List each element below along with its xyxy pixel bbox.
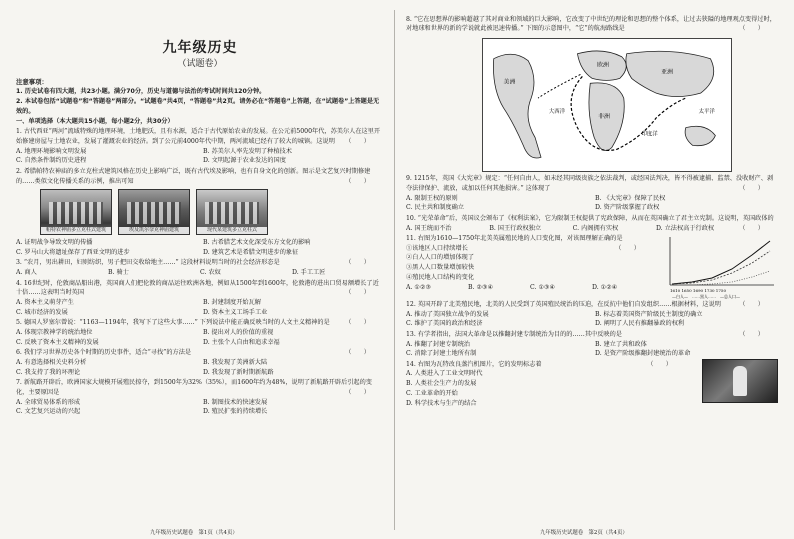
question-11-text: 11. 右图为1610—1750年北美英属殖民地的人口变化图，对该图理解正确的是 — [406, 234, 623, 242]
question-7-options — [16, 398, 384, 418]
question-6-options — [16, 358, 384, 378]
option[interactable]: A. 推动了美国独立战争的发展 — [406, 310, 489, 318]
option[interactable]: C. 罗马山大将遗址保存了西亚文明的进步 — [16, 249, 130, 257]
question-11-options — [406, 283, 654, 293]
answer-paren: （ ） — [615, 244, 640, 252]
option[interactable]: C. 农奴 — [200, 269, 221, 277]
option[interactable]: D. 建筑艺术是希腊文明进步的象征 — [203, 249, 299, 257]
question-11-block — [406, 233, 778, 299]
option[interactable]: B. 苏美尔人率先发明了种植技术 — [203, 147, 292, 155]
question-1-text: 1. 古代西亚“两河”流域特殊的地理环境，土地肥沃，且有水源，适合于古代原始农业的发展。在公元前5000年代，苏美尔人在这里开始修建房屋与土地农业，发展了灌溉农业的经济。到了公元前4000年代中期，两河流域已经有了较大的城镇。这说明 — [16, 128, 381, 145]
option[interactable]: B. 古希腊艺术文化深受东方文化的影响 — [203, 239, 311, 247]
option[interactable]: C. ①③④ — [530, 283, 556, 291]
option[interactable]: D. 立法权高于行政权 — [655, 224, 715, 232]
question-5 — [16, 318, 384, 328]
option[interactable]: B. 《大宪章》保障了民权 — [595, 194, 666, 202]
q11-statement: ②白人人口的增加体现了 — [406, 254, 475, 262]
question-1-options — [16, 147, 384, 167]
option[interactable]: A. 地理环境影响文明发展 — [16, 147, 87, 155]
option[interactable]: C. 内阁拥有实权 — [572, 224, 619, 232]
question-12-text: 12. 英国开辟了北美殖民地，北美的人民受到了英国殖民统治的压迫，在反抗中他们自发组织……根据材料，这说明 — [406, 300, 721, 308]
option[interactable]: A. 人类进入了工业文明时代 — [406, 370, 483, 378]
option[interactable]: A. 资本主义萌芽产生 — [16, 299, 74, 307]
answer-paren: （ ） — [345, 177, 370, 185]
option[interactable]: B. 我发现了美洲新大陆 — [203, 358, 268, 366]
question-8-text: 8. “它在思想界的影响超越了其对商业和领域的巨大影响，它改变了中世纪的理论和思想的整个体系，让过去狭隘的地理观点变得过时，对地球和世界的新的学说就此被迅速传播。” 下图的示意图中，“它”的航海路线是 — [406, 15, 776, 33]
photo-caption: 现代某建筑多立克柱式 — [197, 227, 267, 234]
question-2-options — [16, 238, 384, 258]
option[interactable]: A. 推翻了封建专制统治 — [406, 340, 471, 348]
map-label: 太平洋 — [698, 108, 715, 115]
option[interactable]: C. 自然条件制约历史进程 — [16, 157, 87, 165]
question-2-photos — [40, 189, 384, 235]
answer-paren: （ ） — [647, 360, 672, 368]
question-9-options — [406, 194, 778, 214]
answer-paren: （ ） — [345, 319, 370, 327]
question-6 — [16, 348, 384, 358]
option[interactable]: B. 人类社会生产力的发展 — [406, 380, 477, 388]
option[interactable]: B. 建立了共和政体 — [595, 340, 647, 348]
question-12-options — [406, 310, 778, 330]
temple-photo — [40, 189, 112, 235]
page-footer-right: 九年级历史试题卷 第2页（共4页） — [540, 530, 628, 536]
answer-paren: （ ） — [345, 349, 370, 357]
population-chart — [662, 233, 778, 299]
page-footer-left: 九年级历史试题卷 第1页（共4页） — [150, 530, 238, 536]
question-7 — [16, 378, 384, 398]
answer-paren: （ ） — [739, 25, 764, 33]
question-3-text: 3. “农月，男出耕田，妇则纺织，男子把田交收给地主……” 这段材料说明当时的社会经济形态是 — [16, 259, 280, 267]
map-label: 大西洋 — [548, 108, 566, 115]
answer-paren: （ ） — [345, 137, 370, 145]
answer-paren: （ ） — [739, 224, 764, 232]
world-map-svg — [483, 39, 731, 171]
question-4-options — [16, 298, 384, 318]
option[interactable]: D. ①②④ — [592, 283, 618, 291]
option[interactable]: A. 体现宗教神学的统治地位 — [16, 329, 93, 337]
question-10-options — [406, 224, 739, 234]
option[interactable]: C. 城市经济的发展 — [16, 308, 68, 316]
map-label: 亚洲 — [661, 69, 674, 76]
notice-title: 注意事项： — [16, 77, 48, 86]
notice-2: 2. 本试卷包括“试题卷”和“答题卷”两部分。“试题卷”共4页，“答题卷”共2页。请务必在“答题卷”上答题，在“试题卷”上答题是无效的。 — [16, 98, 380, 115]
question-3 — [16, 258, 384, 268]
photo-caption: 帕特农神庙多立克柱式建筑 — [41, 227, 111, 234]
answer-paren: （ ） — [345, 259, 370, 267]
option[interactable]: D. 文明起源于农业发达的国度 — [203, 157, 286, 165]
question-12 — [406, 300, 778, 310]
steam-engine-photo — [702, 359, 778, 403]
chart-years: 1610 1650 1690 1730 1750 — [670, 288, 726, 294]
question-2-text: 2. 希腊帕特农神庙的多立克柱式建筑风格在历史上影响广泛，既有古代埃及影响，也有自身文化的创新。图示是文艺复兴时期修建的……类似文化传播关系的示例，推出可知 — [16, 167, 371, 185]
option[interactable]: B. 标志着美国资产阶级民主制度的确立 — [595, 310, 703, 318]
column-divider — [394, 10, 395, 530]
question-13 — [406, 330, 778, 340]
question-4 — [16, 279, 384, 299]
option[interactable]: A. 国王统而不治 — [406, 224, 452, 232]
answer-paren: （ ） — [739, 330, 764, 338]
answer-paren: （ ） — [345, 289, 370, 297]
map-label: 非洲 — [598, 113, 610, 120]
option[interactable]: C. 反映了资本主义精神的发展 — [16, 338, 99, 346]
world-map — [482, 38, 732, 172]
option[interactable]: D. 资产阶级掌握了政权 — [595, 204, 660, 212]
map-label: 欧洲 — [597, 62, 609, 69]
option[interactable]: A. 证明战争导致文明的传播 — [16, 239, 93, 247]
question-1 — [16, 127, 384, 147]
question-8 — [406, 15, 778, 35]
temple-photo — [196, 189, 268, 235]
option[interactable]: A. 有意选择相关史料分析 — [16, 358, 87, 366]
q11-statement: ①该地区人口持续增长 — [406, 244, 468, 252]
question-14-text: 14. 右图为瓦特改良蒸汽机图片，它的发明标志着 — [406, 360, 542, 368]
question-7-text: 7. 新航路开辟后，欧洲国家大规模开展殖民掠夺，到1500年为32%（35%），而1600年约为48%，说明了新航路开辟后引起的变化，主要原因是 — [16, 379, 372, 396]
option[interactable]: C. 工业革命的开始 — [406, 390, 458, 398]
option[interactable]: B. 制图技术的快速发展 — [203, 398, 268, 406]
question-5-text: 5. 德国人罗塞尔曾说：“1163—1194年，我写下了这些大事……” 下列说法中能正确反映当时的人文主义精神的是 — [16, 319, 330, 327]
question-13-text: 13. 有学者指出，法国大革命是以推翻封建专制统治为目的的……其中反映的是 — [406, 330, 622, 338]
chart-legend: —白人— ……黑人…… —总人口— — [672, 294, 740, 300]
question-14-block — [406, 359, 778, 408]
option[interactable]: C. 维护了美国的政治和经济 — [406, 320, 483, 328]
option[interactable]: D. 是资产阶级推翻封建统治的革命 — [595, 350, 691, 358]
option[interactable]: D. 阐明了人民有推翻暴政的权利 — [595, 320, 685, 328]
question-3-options — [16, 268, 384, 278]
left-column — [16, 14, 384, 417]
option[interactable]: C. 民主共和制度确立 — [406, 204, 464, 212]
page-subtitle: （试题卷） — [177, 58, 223, 69]
photo-caption: 埃及凯尔奈克神庙建筑 — [119, 227, 189, 234]
question-10-text: 10. “光荣革命”后，英国议会颁布了《权利法案》，它为限制王权提供了宪政保障，从而在英国确立了君主立宪制。这说明，英国政体的 — [406, 214, 774, 222]
option[interactable]: C. 消除了封建土地所有制 — [406, 350, 477, 358]
map-label: 美洲 — [503, 79, 516, 86]
temple-photo — [118, 189, 190, 235]
answer-paren: （ ） — [345, 388, 370, 396]
map-label: 印度洋 — [641, 131, 658, 138]
option[interactable]: D. 我发现了新时期新航路 — [203, 368, 274, 376]
question-4-text: 4. 16世纪时，伦敦商品船出港，英国商人们把伦敦的商品运往欧洲各地，例如从1500年到1600年，伦敦港的进出口贸易额增长了近十倍……这表明当时英国 — [16, 279, 379, 297]
option[interactable]: A. 限制王权的原则 — [406, 194, 458, 202]
option[interactable]: D. 手工工匠 — [292, 269, 326, 277]
page-title: 九年级历史 — [162, 40, 238, 56]
notice-1: 1. 历史试卷有四大题，共23小题。满分70分，历史与道德与法治的考试时间共120分钟。 — [16, 88, 266, 96]
answer-paren: （ ） — [739, 300, 764, 308]
option[interactable]: D. 主张个人自由和追求幸福 — [203, 338, 280, 346]
question-13-options — [406, 340, 778, 360]
option[interactable]: C. 文艺复兴运动的兴起 — [16, 408, 81, 416]
option[interactable]: B. 国王行政权独立 — [489, 224, 542, 232]
question-6-text: 6. 我们学习世界历史各个时期的历史事件，适合“寻找”的方法是 — [16, 349, 192, 357]
option[interactable]: C. 我支持了我的坏理论 — [16, 368, 81, 376]
question-9-text: 9. 1215年，英国《大宪章》规定：“任何自由人，如未经其同级贵族之依法裁判，或经国法判决，皆不得被逮捕、监禁、没收财产、剥夺法律保护、流放，或加以任何其他损害。” 这体现了 — [406, 175, 774, 192]
question-9 — [406, 174, 778, 194]
question-14 — [406, 360, 686, 370]
option[interactable]: D. 资本主义工场手工业 — [203, 308, 268, 316]
q11-statement: ③黑人人口数量增加较快 — [406, 264, 475, 272]
option[interactable]: B. 提出对人的价值的重视 — [203, 329, 274, 337]
right-column — [406, 14, 778, 409]
question-2 — [16, 167, 384, 187]
option[interactable]: A. ①②③ — [406, 283, 432, 291]
option[interactable]: A. 商人 — [16, 269, 37, 277]
answer-paren: （ ） — [739, 184, 764, 192]
option[interactable]: A. 全球贸易体系的形成 — [16, 398, 81, 406]
option[interactable]: B. 骑士 — [108, 269, 129, 277]
option[interactable]: D. 科学技术与生产的结合 — [406, 399, 477, 407]
option[interactable]: B. ②③④ — [468, 283, 494, 291]
option[interactable]: B. 封建制度开始瓦解 — [203, 299, 261, 307]
question-5-options — [16, 328, 384, 348]
q11-statement: ④殖民地人口结构的变化 — [406, 274, 475, 282]
option[interactable]: D. 殖民扩张的持续增长 — [203, 408, 268, 416]
section-1-heading: 一、单项选择（本大题共15小题，每小题2分，共30分） — [16, 117, 174, 125]
